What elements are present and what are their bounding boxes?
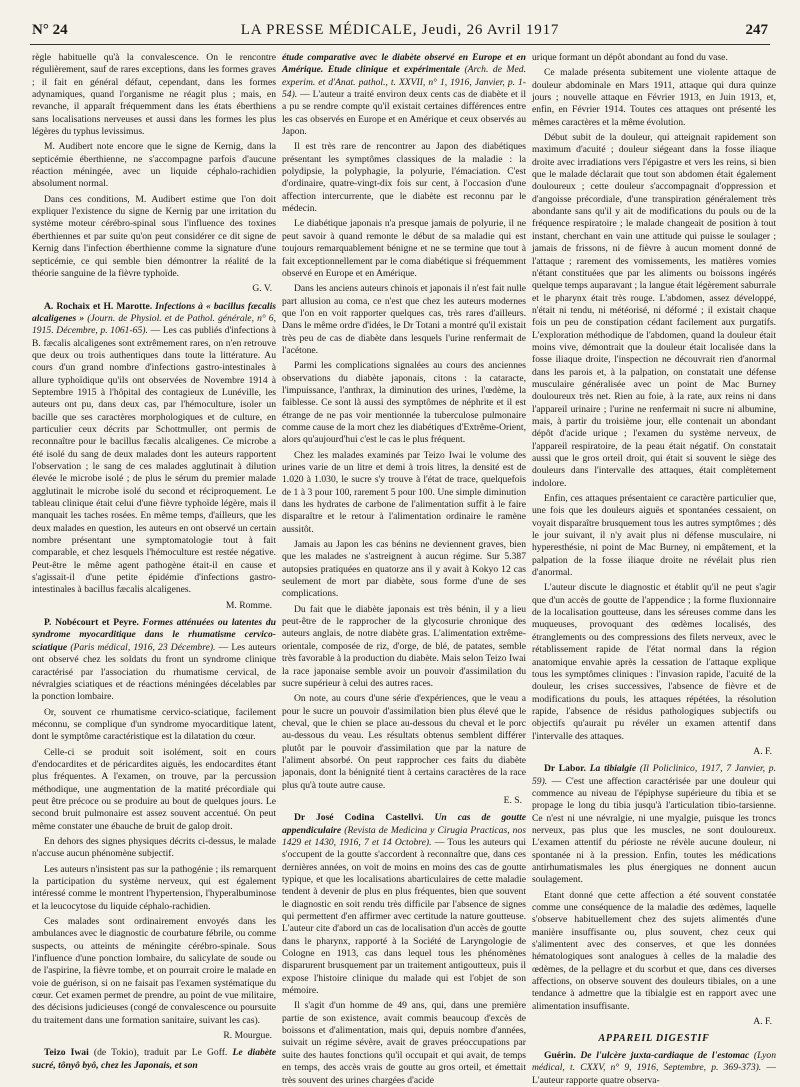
article-authors: Dr José Codina Castellvi. <box>294 812 424 824</box>
article-source: (Paris médical, 1916, 23 Décembre). <box>70 641 216 653</box>
abstract-rochaix <box>32 301 276 597</box>
section-heading: APPAREIL DIGESTIF <box>598 1033 710 1045</box>
paragraph: règle habituelle qu'à la convalescence. On le rencontre régulièrement, sauf de rares exceptions, dans les formes graves ; il fait en général défaut, cependant, dans les formes adynamiques, quand l'organisme ne réagit plus ; mais, en revanche, il apparaît fréquemment dans les états éberthiens sans localisations nerveuses et aussi dans les formes les plus légères du typhus levissimus. <box>32 52 276 138</box>
article-title: De l'ulcère juxta-cardiaque de l'estomac <box>580 1049 750 1061</box>
paragraph: Les auteurs n'insistent pas sur la pathogénie ; ils remarquent la participation du système nerveux, qui est également intéressé comme le montrent l'hypertension, l'hyperalbuminose et la leucocytose du liquide céphalo-rachidien. <box>32 863 276 912</box>
article-title: Le diabète sucré, tônyô byô, chez les Japonais, et son <box>32 1047 276 1071</box>
article-authors: Guérin. <box>544 1049 576 1061</box>
article-text: — Les auteurs ont observé chez les soldats du front un syndrome clinique caractérisé par l'association du rhumatisme cervical, de névralgies sciatiques et de réactions méningées décelables par la ponction lombaire. <box>32 641 277 703</box>
paragraph: Il s'agit d'un homme de 49 ans, qui, dans une première partie de son existence, avait commis beaucoup d'excès de boissons et d'alimentation, mais qui, depuis nombre d'années, suivait un régime sévère, avait de graves préoccupations par suite des hautes fonctions qu'il occupait et qui avait, de temps en temps, des accès vrais de goutte au gros orteil, et émettait très souvent des urines chargées d'acide <box>282 1000 526 1086</box>
signature: G. V. <box>252 283 272 295</box>
paragraph: Etant donné que cette affection a été souvent constatée comme une conséquence de la maladie des œdèmes, laquelle s'observe habituellement chez des sujets alimentés d'une manière insuffisante ou, plus souvent, chez ceux qui s'alimentent avec des conserves, et que les données hématologiques sont analogues à celles de la maladie des œdèmes, de la pellagre et du scorbut et que, dans ces diverses affections, on observe souvent des douleurs tibiales, on a une tendance à admettre que la tibialgie est en rapport avec une alimentation insuffisante. <box>532 889 776 1012</box>
abstract-iwai-cont <box>282 52 526 138</box>
paragraph: Début subit de la douleur, qui atteignait rapidement son maximum d'acuité ; douleur siégeant dans la fosse iliaque droite avec irradiations vers l'épigastre et vers les reins, si bien que le malade déclarait que tout son abdomen était également douloureux ; cette douleur s'accompagnait d'oppression et d'angoisse précordiale, d'une transpiration généralement très abondante sans qu'il y ait de modifications du pouls ou de la fréquence respiratoire ; le malade changeait de position à tout instant, cherchant en vain une attitude qui puisse le soulager ; jamais de frissons, ni de fièvre à aucun moment donné de l'attaque ; rarement des vomissements, les matières vomies n'étant constituées que par les aliments ou boissons ingérés quelque temps auparavant ; la langue était légèrement saburrale et le pharynx était très rouge. L'abdomen, assez développé, n'était ni tendu, ni météorisé, ni déformé ; il existait chaque fois un peu de constipation cédant facilement aux purgatifs. L'exploration méthodique de l'abdomen, quand la douleur était moins vive, démontrait que la douleur était localisée dans la fosse iliaque droite, l'inspection ne découvrait rien d'anormal dans les parois et, à la palpation, on constatait une défense musculaire généralisée avec un point de Mac Burney douloureux très net. Rien au foie, à la rate, aux reins ni dans l'appareil urinaire ; l'urine ne renfermait ni sucre ni albumine, mais, à partir du troisième jour, elle contenait un abondant dépôt d'acide urique ; l'examen du système nerveux, de l'appareil respiratoire, de la peau était négatif. On constatait aussi que le gros orteil droit, qui était si souvent le siège des douleurs dans l'intervalle des attaques, était complètement indolore. <box>532 132 776 489</box>
paragraph: Jamais au Japon les cas bénins ne deviennent graves, bien que les malades ne s'astreignent à aucun régime. Sur 5.387 autopsies pratiquées en quatorze ans il y avait à Kokyo 12 cas seulement de mort par diabète, sous forme d'une de ses complications. <box>282 539 526 600</box>
article-title: Formes atténuées ou latentes du syndrome myocarditique dans le rhumatisme cervico-sciatique <box>32 617 276 653</box>
article-title: Un cas de goutte appendiculaire <box>282 812 527 836</box>
page-number-right: 247 <box>745 22 768 38</box>
paragraph: Il est très rare de rencontrer au Japon des diabétiques présentant les symptômes classiques de la maladie : la polydipsie, la polyphagie, la polyurie, l'émaciation. C'est d'ordinaire, quatre-vingt-dix fois sur cent, à l'occasion d'une affection intercurrente, que le diabète est reconnu par le médecin. <box>282 141 526 215</box>
paragraph: Ce malade présenta subitement une violente attaque de douleur abdominale en Mars 1911, attaque qui dura quinze jours ; nouvelle attaque en Février 1913, en Juin 1913, et, enfin, en Février 1914. Toutes ces attaques ont présenté les mêmes caractères et la même évolution. <box>532 67 776 128</box>
article-source: (Revista de Medicina y Cirugia Practicas, nos 1429 et 1430, 1916, 7 et 14 Octobre). <box>282 824 526 848</box>
article-text: — Tous les auteurs qui s'occupent de la goutte s'accordent à reconnaître que, dans ces dernières années, on voit de moins en moins des cas de goutte typique, et que les localisations abarticulaires de cette maladie tendent à devenir de plus en plus fréquentes, bien que souvent le diagnostic en soit rendu très difficile par l'absence de signes qui permettent d'en affirmer avec certitude la nature goutteuse. L'auteur cite d'abord un cas de localisation d'un accès de goutte dans le pharynx, rapporté à la Société de Laryngologie de Cologne en 1913, cas dans lequel tous les phénomènes disparurent brusquement par un traitement antigoutteux, puis il expose l'histoire clinique du malade qui est l'objet de son mémoire. <box>282 836 526 997</box>
abstract-codina <box>282 812 526 997</box>
paragraph: Enfin, ces attaques présentaient ce caractère particulier que, une fois que les douleurs aiguës et spontanées cessaient, on voyait disparaître brusquement tous les autres symptômes ; dès le jour suivant, il n'y avait plus ni défense musculaire, ni hyperesthésie, ni point de Mac Burney, ni empâtement, et la palpation de la fosse iliaque droite ne révélait plus rien d'anormal. <box>532 493 776 579</box>
paragraph: En dehors des signes physiques décrits ci-dessus, le malade n'accuse aucun phénomène subjectif. <box>32 835 276 860</box>
signature: A. F. <box>753 1016 772 1028</box>
article-text: — C'est une affection caractérisée par une douleur qui commence au niveau de l'épiphyse supérieure du tibia et se propage le long du tibia jusqu'à l'articulation tibio-tarsienne. Ce n'est ni une névralgie, ni une myalgie, puisque les troncs nerveux, pas plus que les muscles, ne sont douloureux. L'examen attentif du périoste ne révèle aucune douleur, ni spontanée ni à la pression. Enfin, toutes les médications antirhumatismales les plus énergiques ne donnent aucun soulagement. <box>532 775 776 886</box>
paragraph: Ces malades sont ordinairement envoyés dans les ambulances avec le diagnostic de courbature fébrile, ou comme suspects, ou atteints de méningite cérébro-spinale. Sous l'influence d'une ponction lombaire, du salicylate de soude ou de l'aspirine, la fièvre tombe, et on pourrait croire le malade en voie de guérison, si on ne faisait pas l'examen systématique du cœur. Cet examen permet de prendre, au point de vue militaire, des décisions judicieuses (congé de convalescence ou poursuite du traitement dans une formation sanitaire, suivant les cas). <box>32 916 276 1026</box>
column-1 <box>32 52 276 1072</box>
paragraph: L'auteur discute le diagnostic et établit qu'il ne peut s'agir que d'un accès de goutte de l'appendice ; la forme fluxionnaire de la localisation goutteuse, dans les séreuses comme dans les muqueuses, provoquant des œdèmes localisés, des étranglements ou des compressions des filets nerveux, avec le rétablissement rapide de l'état normal dans la région anatomique envahie après la cessation de l'attaque explique tous les symptômes cliniques : l'invasion rapide, l'acuité de la douleur, les crises successives, l'absence de fièvre et de modifications du pouls, les attaques répétées, la résolution rapide, l'absence de résidus pathologiques subjectifs ou objectifs qu'aurait pu révéler un examen attentif dans l'intervalle des attaques. <box>532 582 776 742</box>
paragraph: urique formant un dépôt abondant au fond du vase. <box>532 52 728 63</box>
abstract-nobecourt <box>32 617 276 703</box>
paragraph: M. Audibert note encore que le signe de Kernig, dans la septicémie éberthienne, ne s'accompagne parfois d'aucune réaction méningée, avec un liquide céphalo-rachidien absolument normal. <box>32 141 276 190</box>
article-source: (Lyon médical, t. CXXV, n° 9, 1916, Septembre, p. 369-373). <box>532 1049 777 1074</box>
paragraph: Parmi les complications signalées au cours des anciennes observations du diabète japonais, citons : la cataracte, l'impuissance, l'anthrax, la diminution des urines, l'œdème, la faiblesse. Ce sont là aussi des symptômes de néphrite et il est étrange de ne pas voir mentionnée la tuberculose pulmonaire comme cause de la mort chez les diabétiques d'Extrême-Orient, alors qu'aujourd'hui c'est le cas le plus fréquent. <box>282 360 526 446</box>
paragraph: Dans les anciens auteurs chinois et japonais il n'est fait nulle part allusion au coma, ce n'est que chez les auteurs modernes que l'on en voit rapporter quelques cas, très rares d'ailleurs. Dans le même ordre d'idées, le Dr Totani a montré qu'il existait très peu de cas de diabète dans lesquels l'urine renfermait de l'acétone. <box>282 283 526 356</box>
page-number-left: N° 24 <box>32 22 68 38</box>
article-intro: (de Tokio), traduit par Le Goff. <box>93 1047 228 1059</box>
article-title: étude comparative avec le diabète observé en Europe et en Amérique. Etude clinique et expérimentale <box>282 52 526 76</box>
article-authors: A. Rochaix et H. Marotte. <box>44 300 153 312</box>
abstract-labor <box>532 763 776 886</box>
paragraph: Le diabétique japonais n'a presque jamais de polyurie, il ne peut savoir à quand remonte le début de sa maladie qui est toujours remarquablement bénigne et ne se termine que tout à fait exceptionnellement par le coma diabétique si fréquemment observé en Europe et en Amérique. <box>282 218 526 279</box>
paragraph: Celle-ci se produit soit isolément, soit en cours d'endocardites et de péricardites aiguës, les endocardites étant plus fréquentes. A l'examen, on trouve, par la percussion méthodique, une augmentation de la matité précordiale qui peut être précoce ou se produire au bout de quelques jours. Le second bruit pulmonaire est assez souvent accentué. On peut même constater une ébauche de bruit de galop droit. <box>32 746 276 832</box>
article-title: La tibialgie <box>589 763 637 775</box>
article-authors: Dr Labor. <box>544 763 586 775</box>
paragraph: On note, au cours d'une série d'expériences, que le veau a pour le sucre un pouvoir d'assimilation bien plus élevé que le cheval, que le chien se place au-dessous du cheval et le porc au-dessous du veau. Les résultats obtenus semblent différer plutôt par le pouvoir d'assimilation que par la nature de l'aliment absorbé. On peut rapprocher ces faits du diabète japonais, dont la bénignité tient à certains caractères de la race plus qu'à toute autre cause. <box>282 693 526 791</box>
column-2 <box>282 52 527 1086</box>
signature: R. Mourgue. <box>223 1030 272 1042</box>
article-title: Infections à « bacillus fæcalis alcaligenes » <box>32 300 277 324</box>
article-text: — Les cas publiés d'infections à B. fæcalis alcaligenes sont extrêmement rares, on n'en retrouve que deux ou trois authentiques dans toute la littérature. Au cours d'un grand nombre d'infections gastro-intestinales à allure typhoïdique qu'ils ont observées de Novembre 1914 à Septembre 1915 à l'hôpital des contagieux de Lunéville, les auteurs ont pu, dans deux cas, par l'hémoculture, isoler un bacille que ses caractères morphologiques et de culture, en particulier ceux décrits par Schottmuller, ont permis de reconnaître pour le bacillus fæcalis alcaligenes. Ce microbe a été isolé du sang de deux malades dont les auteurs rapportent l'observation ; le sang de ces malades agglutinait à dilution élevée le microbe isolé ; de plus le sérum du premier malade agglutinait le microbe isolé du second et réciproquement. Le tableau clinique était celui d'une fièvre typhoïde légère, mais il manquait les taches rosées. En même temps, d'ailleurs, que les deux malades en question, les auteurs en ont observé un certain nombre présentant une symptomatologie tout à fait comparable, et chez lesquels l'hémoculture est restée négative. Peut-être le même agent pathogène était-il en cause et s'agissait-il d'une petite épidémie d'infections gastro-intestinales à bacillus fæcalis alcaligenes. <box>32 325 276 596</box>
column-3 <box>532 52 777 1086</box>
signature: A. F. <box>753 745 772 757</box>
article-source: (Journ. de Physiol. et de Pathol. générale, n° 6, 1915. Décembre, p. 1061-65). <box>32 312 276 337</box>
paragraph: Du fait que le diabète japonais est très bénin, il y a lieu peut-être de le rapprocher de la glycosurie chronique des auteurs anglais, de notre diabète gras. L'alimentation extrême-orientale, composée de riz, d'orge, de blé, de patates, semble très favorable à la production du diabète. Mais selon Teizo Iwai la race japonaise semble avoir un pouvoir d'assimilation du sucre supérieur à celui des autres races. <box>282 603 526 689</box>
paragraph: Chez les malades examinés par Teizo Iwai le volume des urines varie de un litre et demi à trois litres, la densité est de 1.020 à 1.030, le sucre s'y trouve à l'état de trace, quelquefois de 1 à 3 pour 100, rarement 5 pour 100. Une simple diminution dans les hydrates de carbone de l'alimentation suffit à le faire disparaître et le retour à l'alimentation ordinaire le ramène aussitôt. <box>282 449 526 535</box>
signature: M. Romme. <box>225 599 272 611</box>
abstract-iwai <box>32 1047 276 1072</box>
article-source: (Il Policlinico, 1917, 7 Janvier, p. 59). <box>532 763 776 787</box>
abstract-guerin <box>532 1050 776 1087</box>
article-text: — L'auteur a traité environ deux cents cas de diabète et il a pu se rendre compte qu'il existait certaines différences entre les cas observés en Europe et en Amérique et ceux observés au Japon. <box>282 89 526 138</box>
article-text: — L'auteur rapporte quatre observa- <box>532 1062 777 1086</box>
paragraph: Or, souvent ce rhumatisme cervico-sciatique, facilement méconnu, se complique d'un syndrome myocarditique latent, dont le symptôme caractéristique est la dilatation du cœur. <box>32 706 276 743</box>
article-authors: P. Nobécourt et Peyre. <box>44 617 139 629</box>
page-header <box>30 22 770 45</box>
paragraph: Dans ces conditions, M. Audibert estime que l'on doit expliquer l'existence du signe de Kernig par une irritation du système moteur cérébro-spinal sous l'influence des toxines éberthiennes et par suite qu'on peut considérer ce dit signe de Kernig dans l'infection éberthienne comme la signature d'une septicémie, ce qui semble bien démontrer la réalité de la théorie sanguine de la fièvre typhoïde. <box>32 193 276 279</box>
signature: E. S. <box>503 794 522 806</box>
article-authors: Teizo Iwai <box>44 1047 89 1059</box>
journal-title: LA PRESSE MÉDICALE, Jeudi, 26 Avril 1917 <box>240 22 560 38</box>
article-source: (Arch. de Med. experim. et d'Anat. pathol., t. XXVII, n° 1, 1916, Janvier, p. 1-54). <box>282 64 526 101</box>
